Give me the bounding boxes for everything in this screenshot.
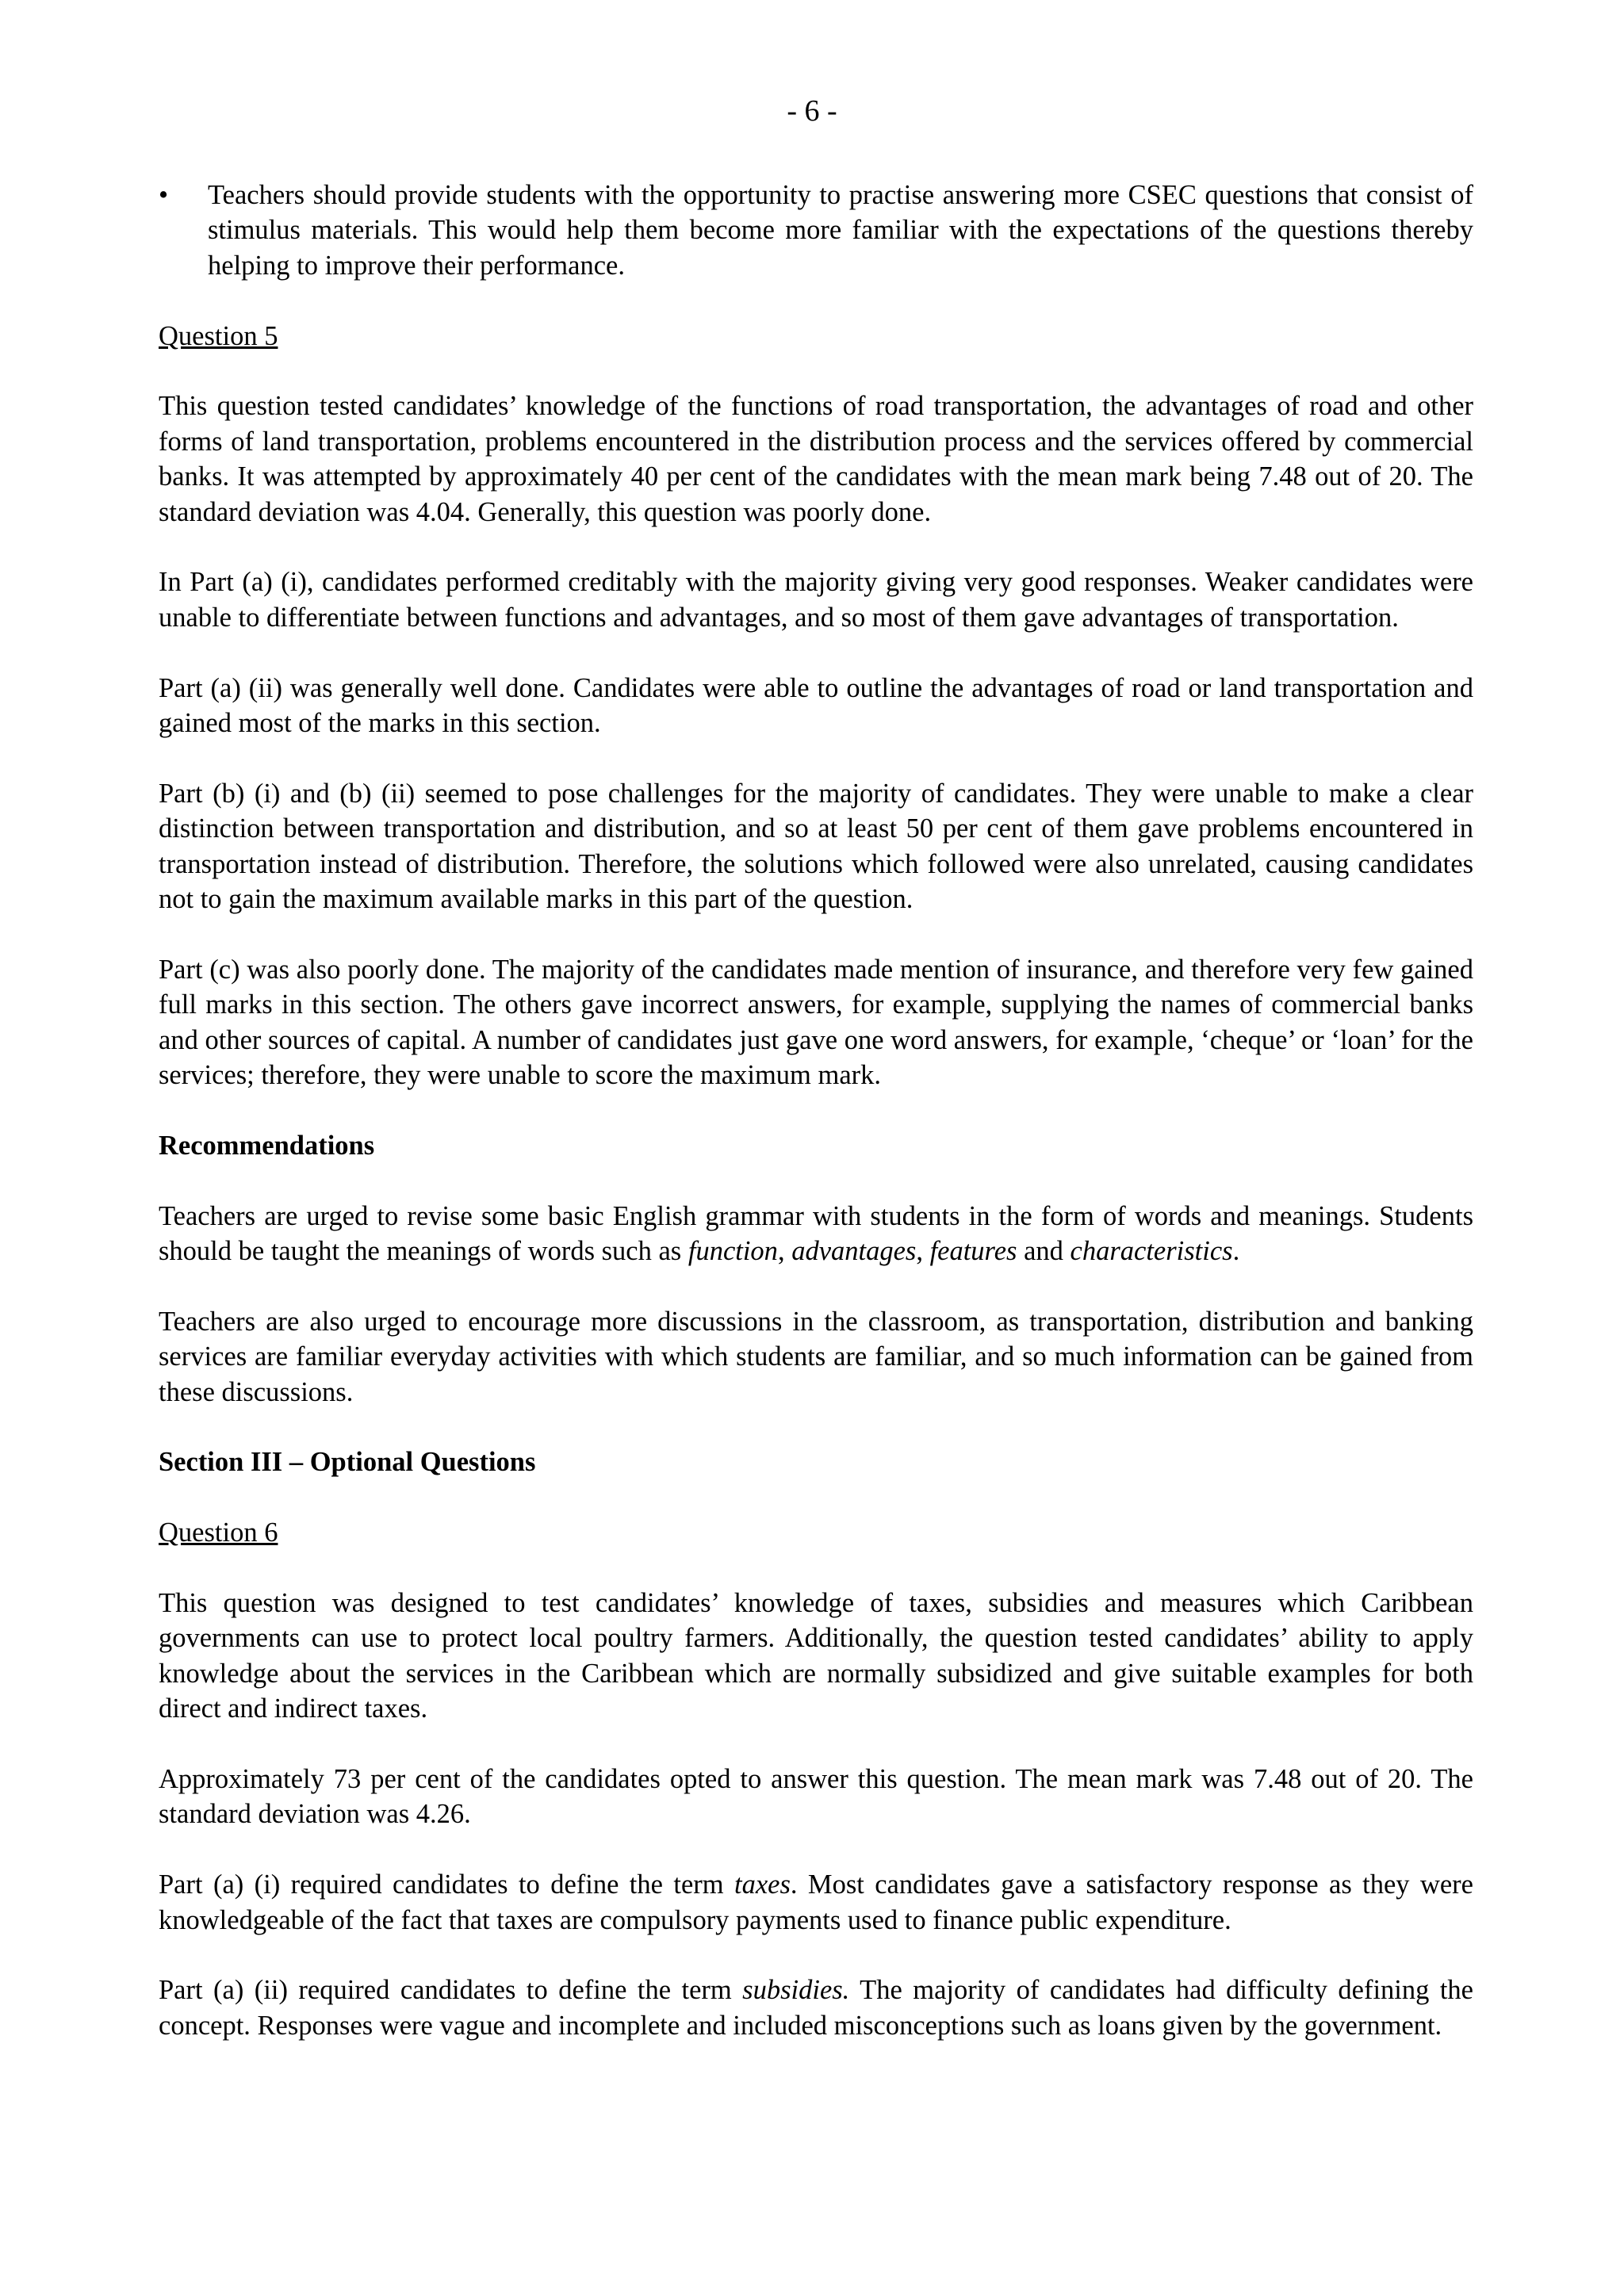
term-subsidies: subsidies.	[742, 1975, 850, 2006]
recommendations-paragraph-2: Teachers are also urged to encourage more discussions in the classroom, as transportation, distribution and banking services are familiar everyday activities with which students are familiar, and so much information can be gained from these discussions.	[159, 1306, 1473, 1407]
bullet-text: Teachers should provide students with the opportunity to practise answering more CSEC questions that consist of stimulus materials. This would help them become more familiar with the expectations of the questions thereby helping to improve their performance.	[208, 180, 1473, 281]
q6-paragraph-2: Approximately 73 per cent of the candidates opted to answer this question. The mean mark was 7.48 out of 20. The standard deviation was 4.26.	[159, 1764, 1473, 1830]
question-6-heading	[159, 1515, 1473, 1550]
bullet-icon: •	[159, 180, 169, 210]
page-number: - 6 -	[787, 94, 837, 128]
section-3-heading: Section III – Optional Questions	[159, 1447, 536, 1478]
q6-p3-text-b: . Most candidates gave a satisfactory response as they were knowledgeable of the fact that taxes are compulsory payments used to finance public expenditure.	[159, 1869, 1473, 1935]
rec-p1-end: .	[1232, 1236, 1240, 1267]
term-taxes: taxes	[733, 1869, 791, 1900]
q5-paragraph-5: Part (c) was also poorly done. The majority of the candidates made mention of insurance, and therefore very few gained full marks in this section. The others gave incorrect answers, for example, supplying the names of commercial banks and other sources of capital. A number of candidates just gave one word answers, for example, ‘cheque’ or ‘loan’ for the services; therefore, they were unable to score the maximum mark.	[159, 954, 1473, 1091]
rec-sep-2: ,	[916, 1236, 930, 1267]
q5-paragraph-3: Part (a) (ii) was generally well done. Candidates were able to outline the advantages of road or land transportation and gained most of the marks in this section.	[159, 672, 1473, 739]
q5-paragraph-2: In Part (a) (i), candidates performed creditably with the majority giving very good responses. Weaker candidates were unable to differentiate between functions and advantages, and so most of them gave advantages of transportation.	[159, 567, 1473, 633]
q5-paragraph-1: This question tested candidates’ knowledge of the functions of road transportation, the advantages of road and other forms of land transportation, problems encountered in the distribution process and the services offered by commercial banks. It was attempted by approximately 40 per cent of the candidates with the mean mark being 7.48 out of 20. The standard deviation was 4.04. Generally, this question was poorly done.	[159, 391, 1473, 527]
term-advantages: advantages	[791, 1236, 917, 1267]
recommendations-paragraph-1	[159, 1199, 1473, 1269]
term-function: function	[688, 1236, 778, 1267]
bullet-item	[159, 178, 1473, 283]
rec-sep-3: and	[1017, 1236, 1071, 1267]
question-5-heading	[159, 319, 1473, 354]
recommendations-heading: Recommendations	[159, 1130, 375, 1161]
question-5-heading-text: Question 5	[159, 320, 278, 351]
q6-p3-text-a: Part (a) (i) required candidates to define the term	[159, 1869, 734, 1900]
question-6-heading-text: Question 6	[159, 1517, 278, 1548]
q6-p4-text-b: The majority of candidates had difficulty defining the concept. Responses were vague and incomplete and included misconceptions such as loans given by the government.	[159, 1975, 1473, 2041]
rec-p1-text: Teachers are urged to revise some basic English grammar with students in the form of words and meanings. Students should be taught the meanings of words such as	[159, 1200, 1473, 1267]
q6-p4-text-a: Part (a) (ii) required candidates to define the term	[159, 1975, 743, 2006]
document-body	[159, 178, 1473, 2079]
q6-paragraph-4	[159, 1973, 1473, 2043]
q6-paragraph-1: This question was designed to test candidates’ knowledge of taxes, subsidies and measures which Caribbean governments can use to protect local poultry farmers. Additionally, the question tested candidates’ ability to apply knowledge about the services in the Caribbean which are normally subsidized and give suitable examples for both direct and indirect taxes.	[159, 1588, 1473, 1724]
rec-sep-1: ,	[777, 1236, 792, 1267]
q5-paragraph-4: Part (b) (i) and (b) (ii) seemed to pose challenges for the majority of candidates. They were unable to make a clear distinction between transportation and distribution, and so at least 50 per cent of them gave problems encountered in transportation instead of distribution. Therefore, the solutions which followed were also unrelated, causing candidates not to gain the maximum available marks in this part of the question.	[159, 778, 1473, 915]
term-characteristics: characteristics	[1070, 1236, 1233, 1267]
q6-paragraph-3	[159, 1867, 1473, 1938]
term-features: features	[929, 1236, 1017, 1267]
